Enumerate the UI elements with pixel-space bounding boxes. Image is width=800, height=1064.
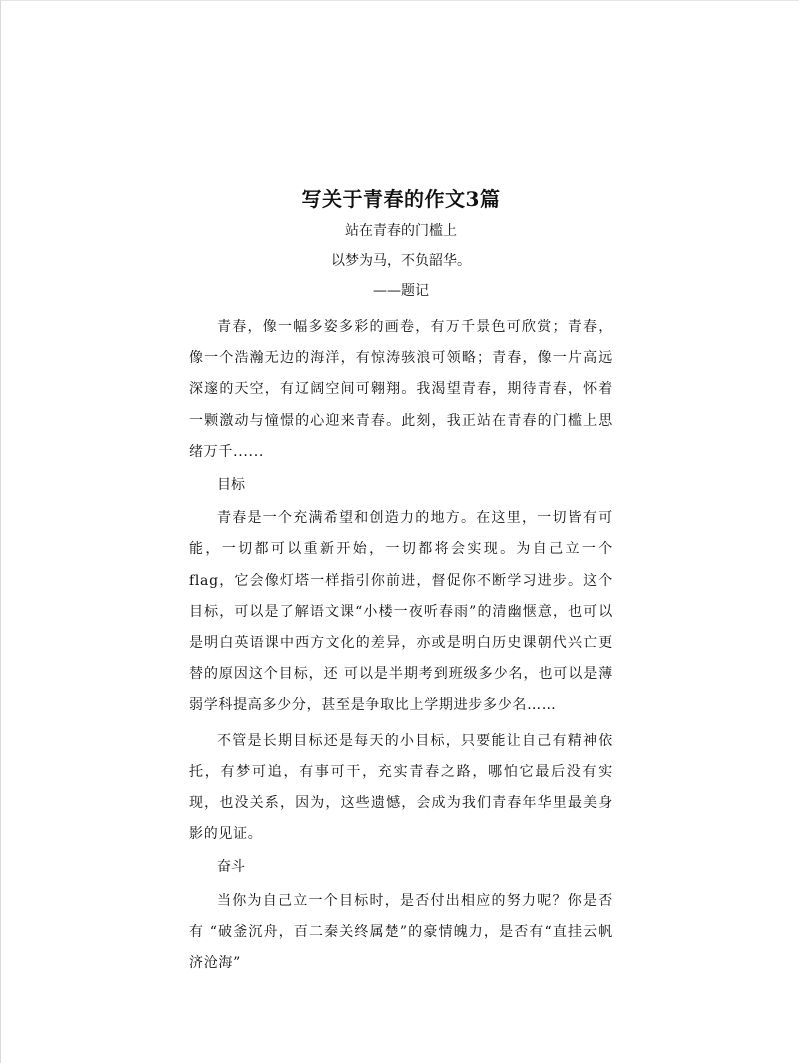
intro-paragraph: 青春，像一幅多姿多彩的画卷，有万千景色可欣赏；青春，像一个浩瀚无边的海洋，有惊涛骇浪可领略；青春，像一片高远深邃的天空，有辽阔空间可翱翔。我渴望青春，期待青春，怀着一颗激动与憧憬的心迎来青春。此刻，我正站在青春的门槛上思绪万千...... [189, 319, 613, 460]
document-body [189, 183, 613, 979]
section-heading-goal: 目标 [217, 477, 245, 494]
section-heading-struggle: 奋斗 [217, 859, 245, 876]
document-title: 写关于青春的作文3篇 [301, 187, 501, 211]
essay-title: 站在青春的门槛上 [345, 223, 457, 239]
goal-paragraph-1: 青春是一个充满希望和创造力的地方。在这里，一切皆有可能，一切都可以重新开始，一切都将会实现。为自己立一个flag，它会像灯塔一样指引你前进，督促你不断学习进步。这个目标，可以是了解语文课“小楼一夜听春雨”的清幽惬意，也可以是明白英语课中西方文化的差异，亦或是明白历史课朝代兴亡更替的原因这个目标，还 可以是半期考到班级多少名，也可以是薄弱学科提高多少分，甚至是争取比上学期进步多少名…… [189, 510, 613, 714]
struggle-paragraph-1: 当你为自己立一个目标时，是否付出相应的努力呢？你是否有 “破釜沉舟，百二秦关终属楚”的豪情魄力，是否有“直挂云帆济沧海” [189, 892, 613, 972]
motto-line: 以梦为马，不负韶华。 [331, 253, 471, 269]
goal-paragraph-2: 不管是长期目标还是每天的小目标，只要能让自己有精神依托，有梦可追，有事可干，充实青春之路，哪怕它最后没有实现，也没关系，因为，这些遗憾，会成为我们青春年华里最美身影的见证。 [189, 732, 613, 843]
epigraph-label: ——题记 [373, 283, 429, 299]
